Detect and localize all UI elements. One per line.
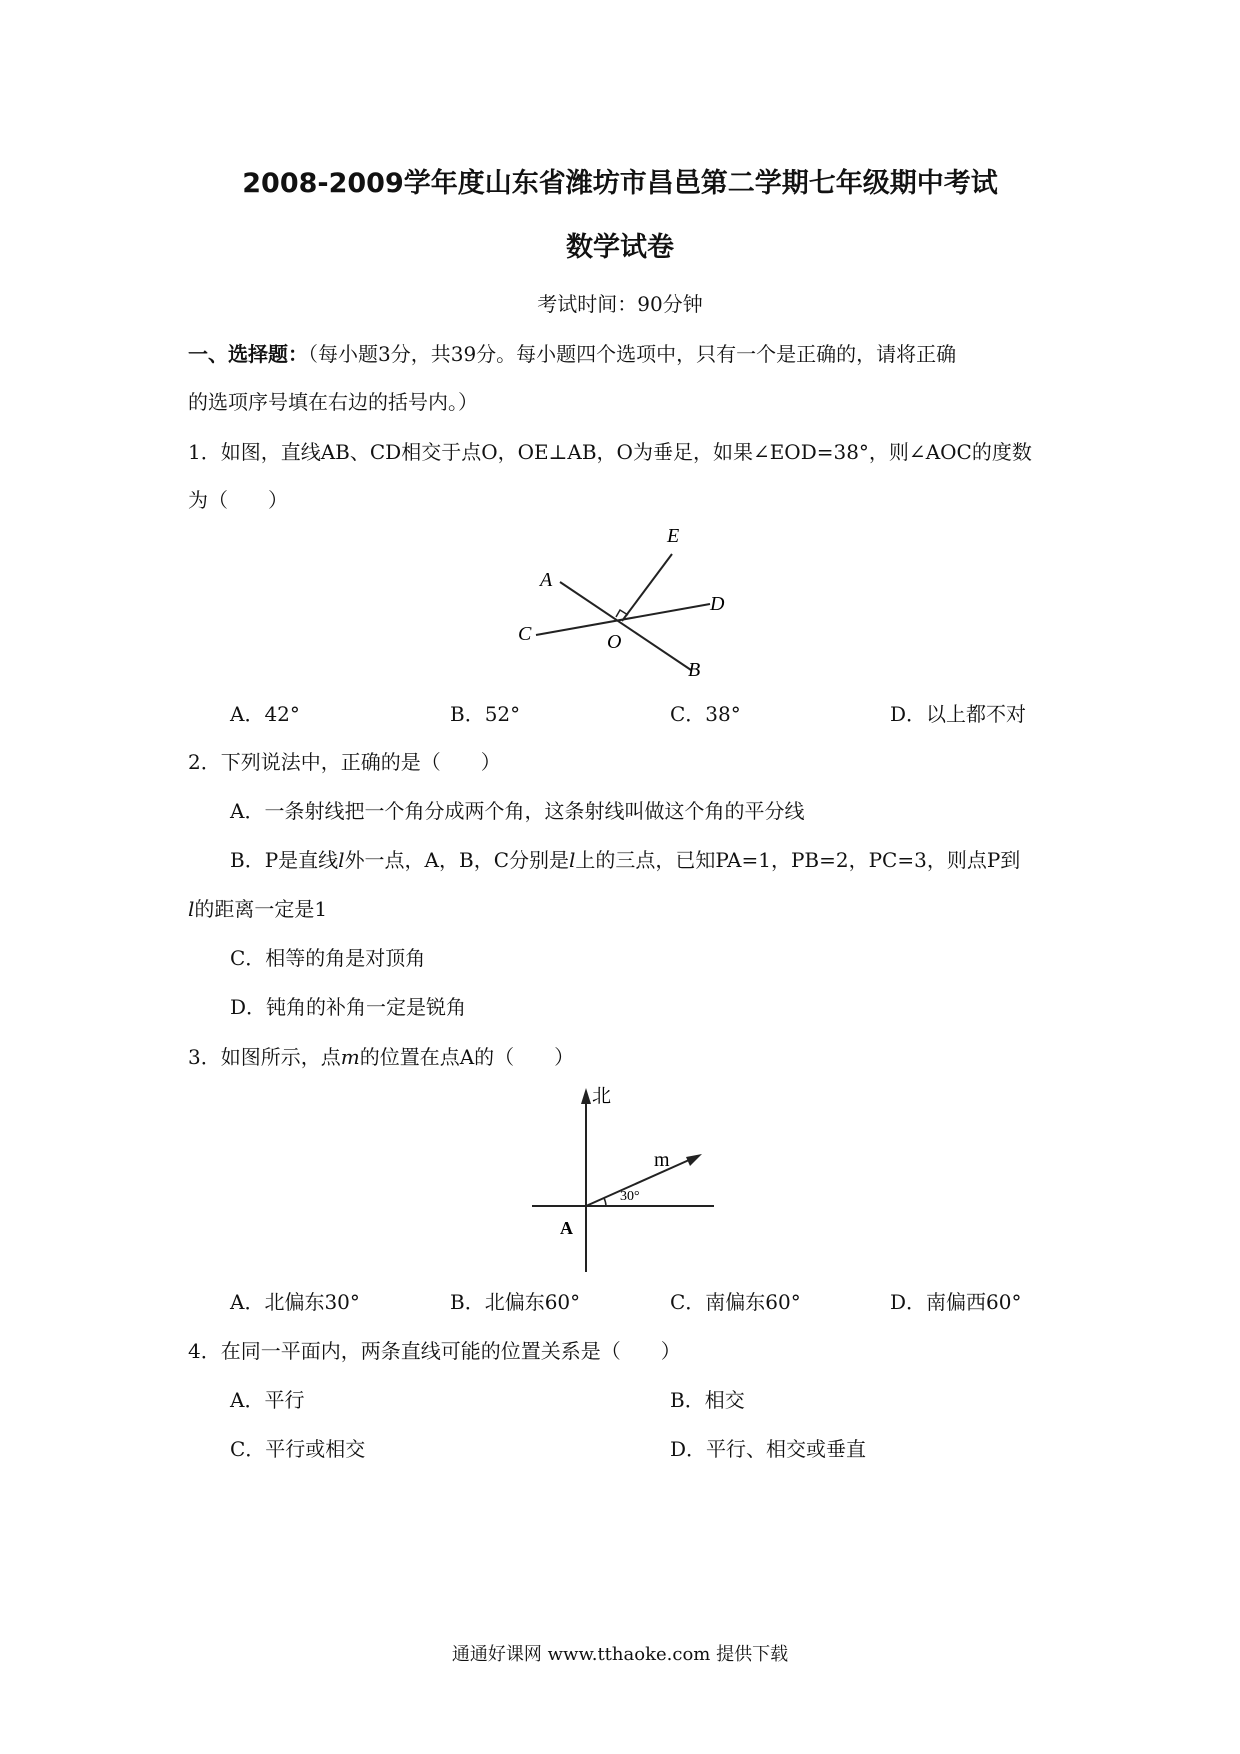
q1-option-d: D．以上都不对 bbox=[890, 702, 1027, 726]
footer-text: 通通好课网 www.tthaoke.com 提供下载 bbox=[451, 1644, 789, 1665]
q4-stem: 4．在同一平面内，两条直线可能的位置关系是（ ） bbox=[188, 1339, 681, 1363]
section-intro-line1 bbox=[188, 342, 956, 366]
label-c: C bbox=[518, 623, 532, 645]
q3-stem-text2: 的位置在点A的（ ） bbox=[359, 1045, 575, 1069]
q1-figure bbox=[510, 520, 750, 685]
q1-option-c: C．38° bbox=[670, 702, 741, 726]
q2-b-text2: 外一点，A，B，C分别是 bbox=[344, 848, 570, 872]
label-e: E bbox=[667, 525, 680, 547]
q3-option-b: B．北偏东60° bbox=[450, 1290, 581, 1314]
section-heading: 一、选择题： bbox=[188, 342, 308, 366]
q2-option-b-line2 bbox=[188, 897, 327, 921]
line-ab bbox=[560, 582, 691, 670]
q2-option-b-line1 bbox=[230, 848, 1020, 872]
q3-option-a: A．北偏东30° bbox=[230, 1290, 360, 1314]
q2-option-c: C．相等的角是对顶角 bbox=[230, 946, 426, 970]
ray-am bbox=[586, 1156, 698, 1206]
q2-b-text4: 的距离一定是1 bbox=[194, 897, 328, 921]
q4-option-a: A．平行 bbox=[230, 1388, 305, 1412]
q1-option-a: A．42° bbox=[230, 702, 300, 726]
label-a: A bbox=[540, 569, 553, 591]
q2-b-var1: l bbox=[338, 848, 345, 872]
q2-stem: 2．下列说法中，正确的是（ ） bbox=[188, 750, 501, 774]
q1-stem-line1: 1．如图，直线AB、CD相交于点O，OE⊥AB，O为垂足，如果∠EOD=38°，则∠AOC的度数 bbox=[188, 440, 1032, 464]
label-b: B bbox=[688, 659, 701, 681]
q2-b-text3: 上的三点，已知PA=1，PB=2，PC=3，则点P到 bbox=[575, 848, 1021, 872]
q2-option-d: D．钝角的补角一定是锐角 bbox=[230, 995, 467, 1019]
q1-option-b: B．52° bbox=[450, 702, 521, 726]
q2-b-var2: l bbox=[569, 848, 576, 872]
q3-stem bbox=[188, 1045, 574, 1069]
q3-stem-text1: 3．如图所示，点 bbox=[188, 1045, 341, 1069]
q2-b-text1: B．P是直线 bbox=[230, 848, 339, 872]
q2-b-var3: l bbox=[188, 897, 195, 921]
label-north: 北 bbox=[592, 1086, 612, 1107]
q2-option-a: A．一条射线把一个角分成两个角，这条射线叫做这个角的平分线 bbox=[230, 799, 805, 823]
exam-title: 2008-2009学年度山东省潍坊市昌邑第二学期七年级期中考试 bbox=[242, 168, 998, 199]
exam-time: 考试时间：90分钟 bbox=[537, 292, 703, 316]
section-intro-text: （每小题3分，共39分。每小题四个选项中，只有一个是正确的，请将正确 bbox=[308, 342, 957, 366]
label-m: m bbox=[654, 1149, 670, 1171]
q4-option-b: B．相交 bbox=[670, 1388, 745, 1412]
q3-option-c: C．南偏东60° bbox=[670, 1290, 801, 1314]
section-intro-line2: 的选项序号填在右边的括号内。） bbox=[188, 390, 478, 414]
q1-stem-line2: 为（ ） bbox=[188, 488, 288, 512]
label-point-a: A bbox=[560, 1218, 573, 1238]
q3-figure bbox=[520, 1080, 720, 1275]
north-arrow-icon bbox=[581, 1088, 591, 1104]
q3-option-d: D．南偏西60° bbox=[890, 1290, 1022, 1314]
label-d: D bbox=[710, 593, 725, 615]
q4-option-c: C．平行或相交 bbox=[230, 1437, 366, 1461]
exam-subtitle: 数学试卷 bbox=[566, 232, 674, 263]
label-o: O bbox=[607, 631, 622, 653]
angle-arc bbox=[604, 1198, 606, 1206]
label-angle: 30° bbox=[620, 1189, 640, 1204]
q3-stem-var: m bbox=[340, 1045, 360, 1069]
ray-oe bbox=[622, 554, 672, 621]
q4-option-d: D．平行、相交或垂直 bbox=[670, 1437, 867, 1461]
ray-arrow-icon bbox=[686, 1154, 702, 1166]
